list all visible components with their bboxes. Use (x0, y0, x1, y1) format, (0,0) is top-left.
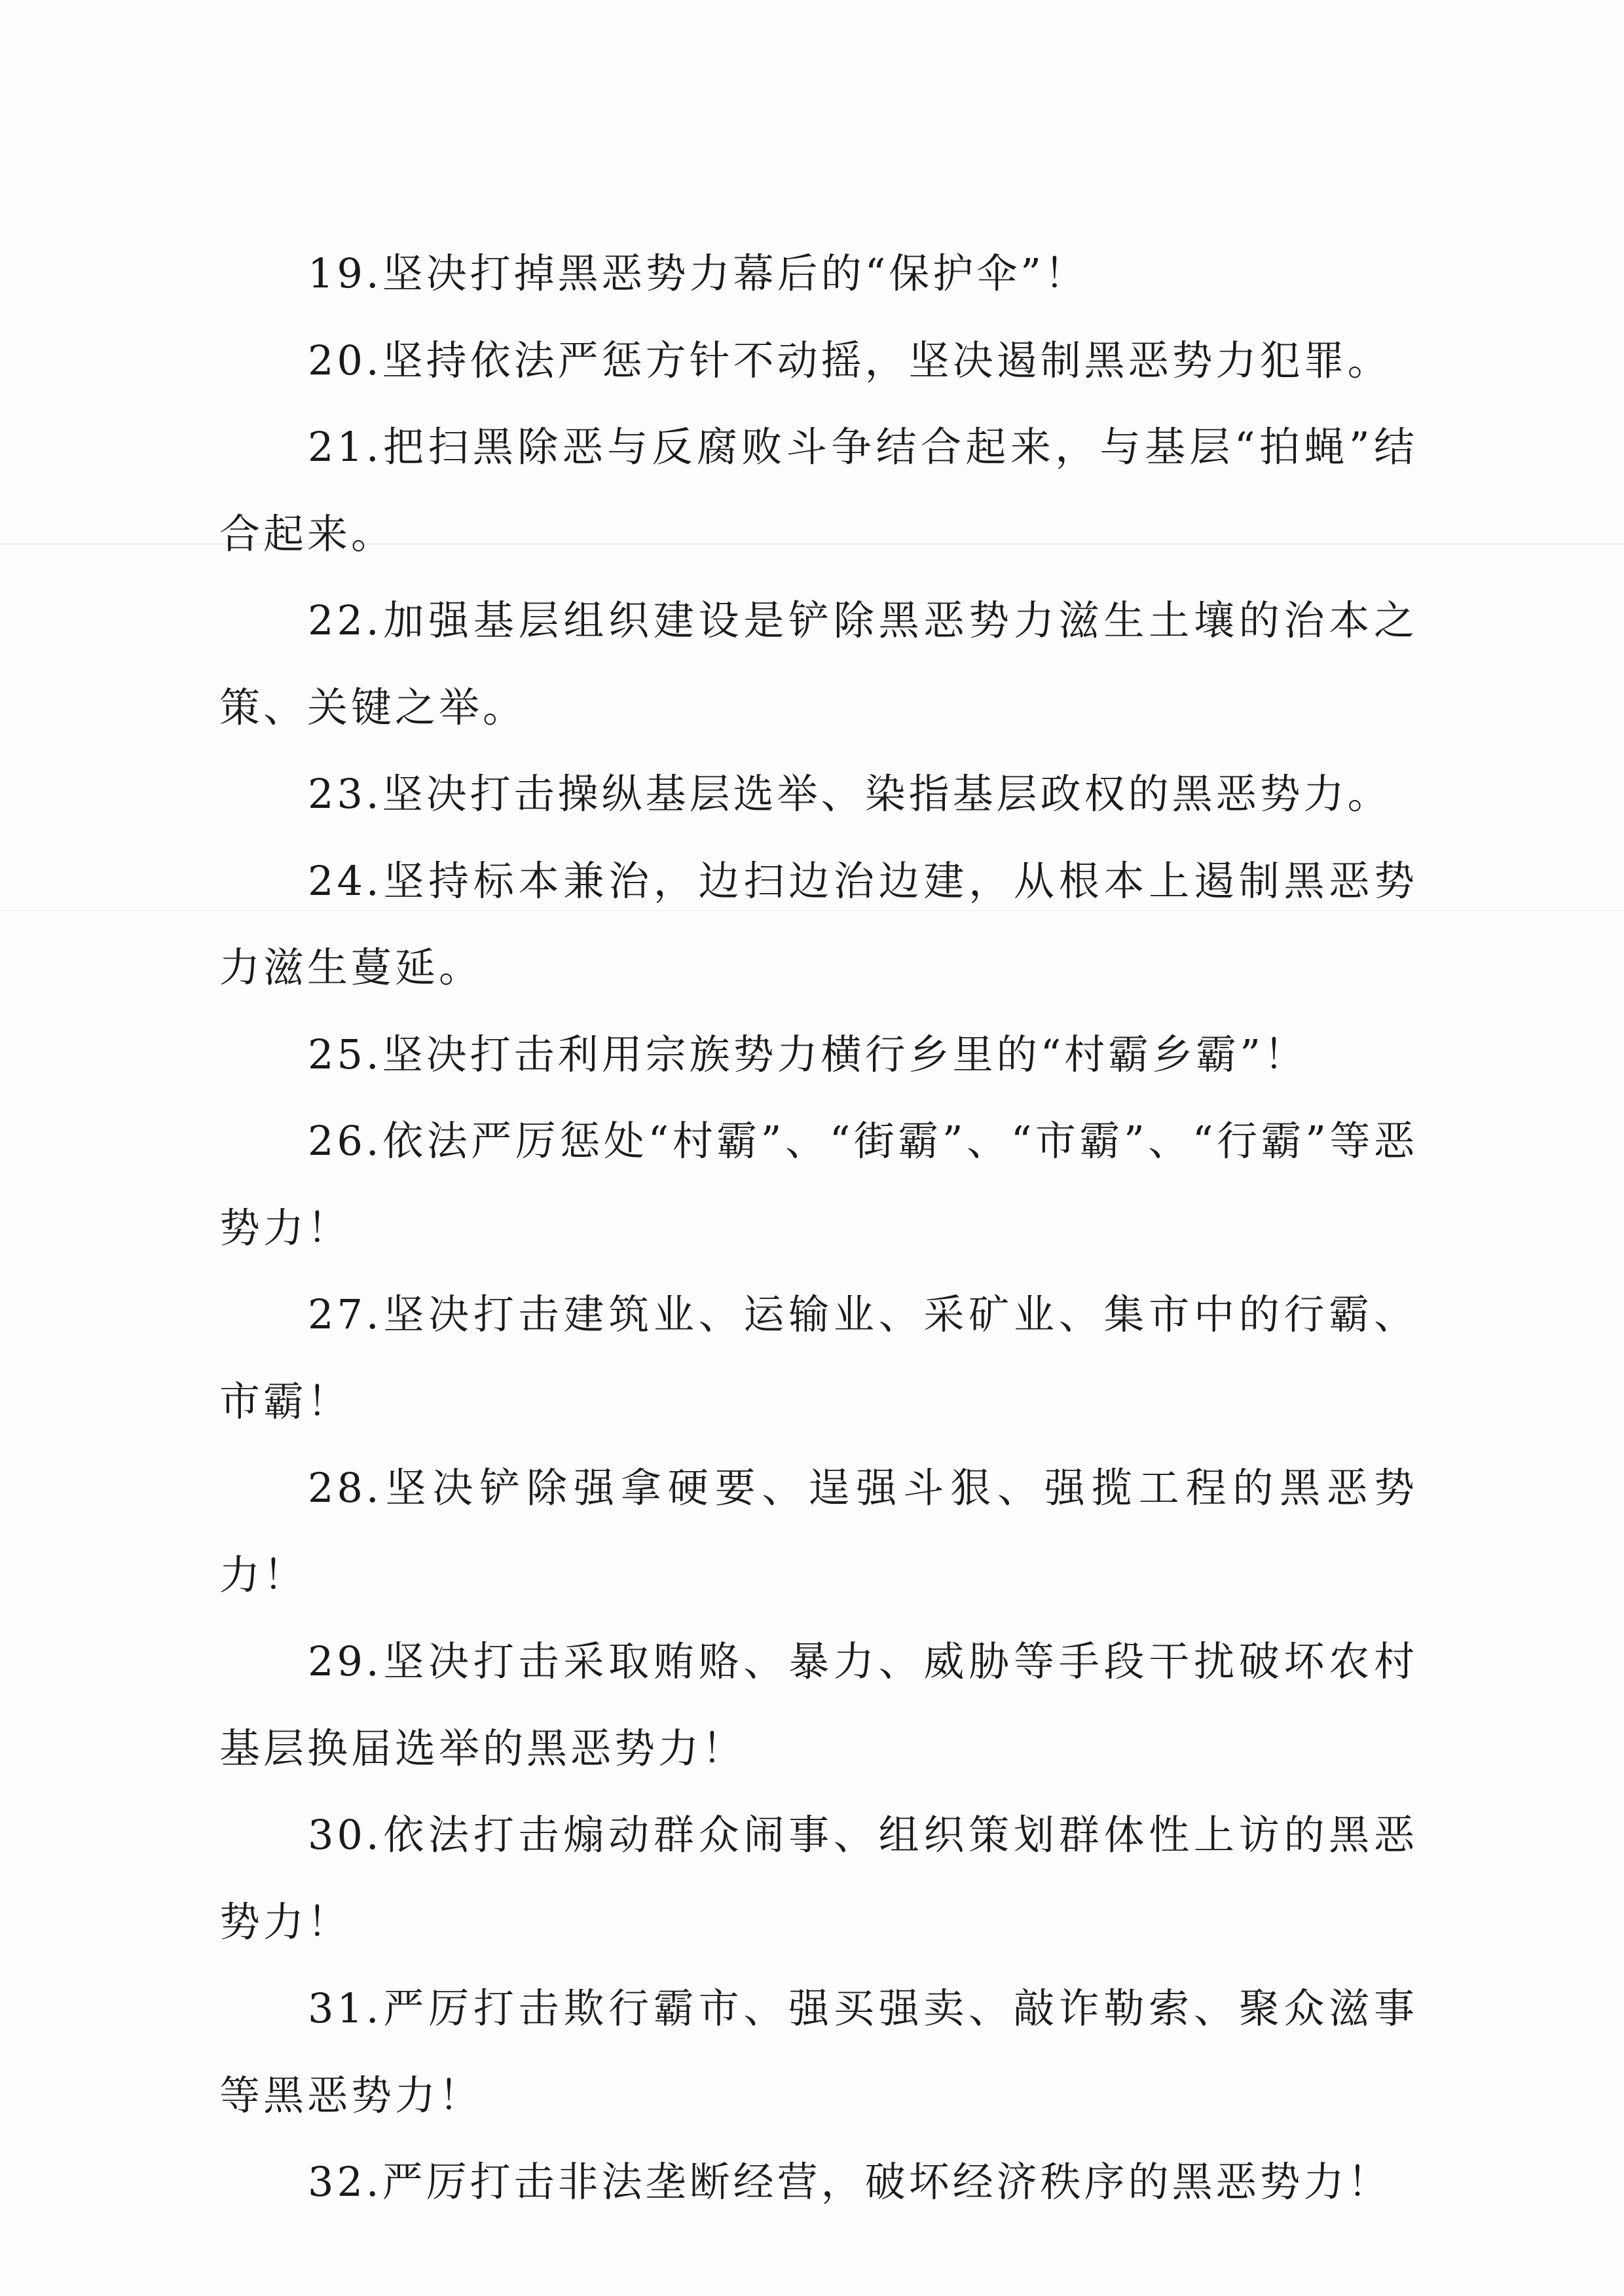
item-text: 加强基层组织建设是铲除黑恶势力滋生土壤的治本之策、关键之举。 (219, 596, 1418, 731)
list-item (219, 1792, 1418, 1965)
list-item (219, 751, 1418, 838)
item-number: 30. (308, 1811, 382, 1859)
item-number: 28. (308, 1464, 382, 1512)
item-text: 坚决铲除强拿硬要、逞强斗狠、强揽工程的黑恶势力！ (219, 1464, 1418, 1599)
list-item (219, 577, 1418, 751)
list-item (219, 1011, 1418, 1099)
list-item (219, 838, 1418, 1011)
item-text: 严厉打击非法垄断经营，破坏经济秩序的黑恶势力！ (382, 2158, 1392, 2206)
item-number: 25. (308, 1030, 382, 1078)
item-text: 把扫黑除恶与反腐败斗争结合起来，与基层“拍蝇”结合起来。 (219, 423, 1418, 558)
item-number: 19. (308, 249, 382, 297)
item-text: 坚持标本兼治，边扫边治边建，从根本上遏制黑恶势力滋生蔓延。 (219, 856, 1418, 991)
item-number: 32. (308, 2158, 382, 2206)
list-item (219, 1098, 1418, 1271)
item-number: 29. (308, 1637, 382, 1685)
list-item (219, 1445, 1418, 1618)
list-item (219, 318, 1418, 405)
slogan-list (219, 230, 1418, 2226)
item-text: 坚决打掉黑恶势力幕后的“保护伞”！ (382, 249, 1089, 297)
item-number: 26. (308, 1117, 382, 1165)
item-number: 22. (308, 596, 382, 644)
list-item (219, 404, 1418, 577)
list-item (219, 230, 1418, 318)
item-number: 20. (308, 336, 382, 384)
item-text: 坚持依法严惩方针不动摇，坚决遏制黑恶势力犯罪。 (382, 336, 1392, 384)
item-text: 坚决打击利用宗族势力横行乡里的“村霸乡霸”！ (382, 1030, 1308, 1078)
item-number: 21. (308, 423, 382, 471)
list-item (219, 1618, 1418, 1792)
item-text: 坚决打击采取贿赂、暴力、威胁等手段干扰破坏农村基层换届选举的黑恶势力！ (219, 1637, 1418, 1772)
item-text: 依法严厉惩处“村霸”、“街霸”、“市霸”、“行霸”等恶势力！ (219, 1117, 1418, 1252)
item-text: 坚决打击操纵基层选举、染指基层政权的黑恶势力。 (382, 770, 1392, 818)
item-text: 依法打击煽动群众闹事、组织策划群体性上访的黑恶势力！ (219, 1811, 1418, 1946)
list-item (219, 1271, 1418, 1445)
item-number: 27. (308, 1290, 382, 1338)
item-text: 严厉打击欺行霸市、强买强卖、敲诈勒索、聚众滋事等黑恶势力！ (219, 1984, 1418, 2119)
list-item (219, 1965, 1418, 2139)
item-number: 31. (308, 1984, 382, 2032)
list-item (219, 2139, 1418, 2226)
item-number: 23. (308, 770, 382, 818)
item-number: 24. (308, 856, 382, 905)
item-text: 坚决打击建筑业、运输业、采矿业、集市中的行霸、市霸！ (219, 1290, 1418, 1425)
